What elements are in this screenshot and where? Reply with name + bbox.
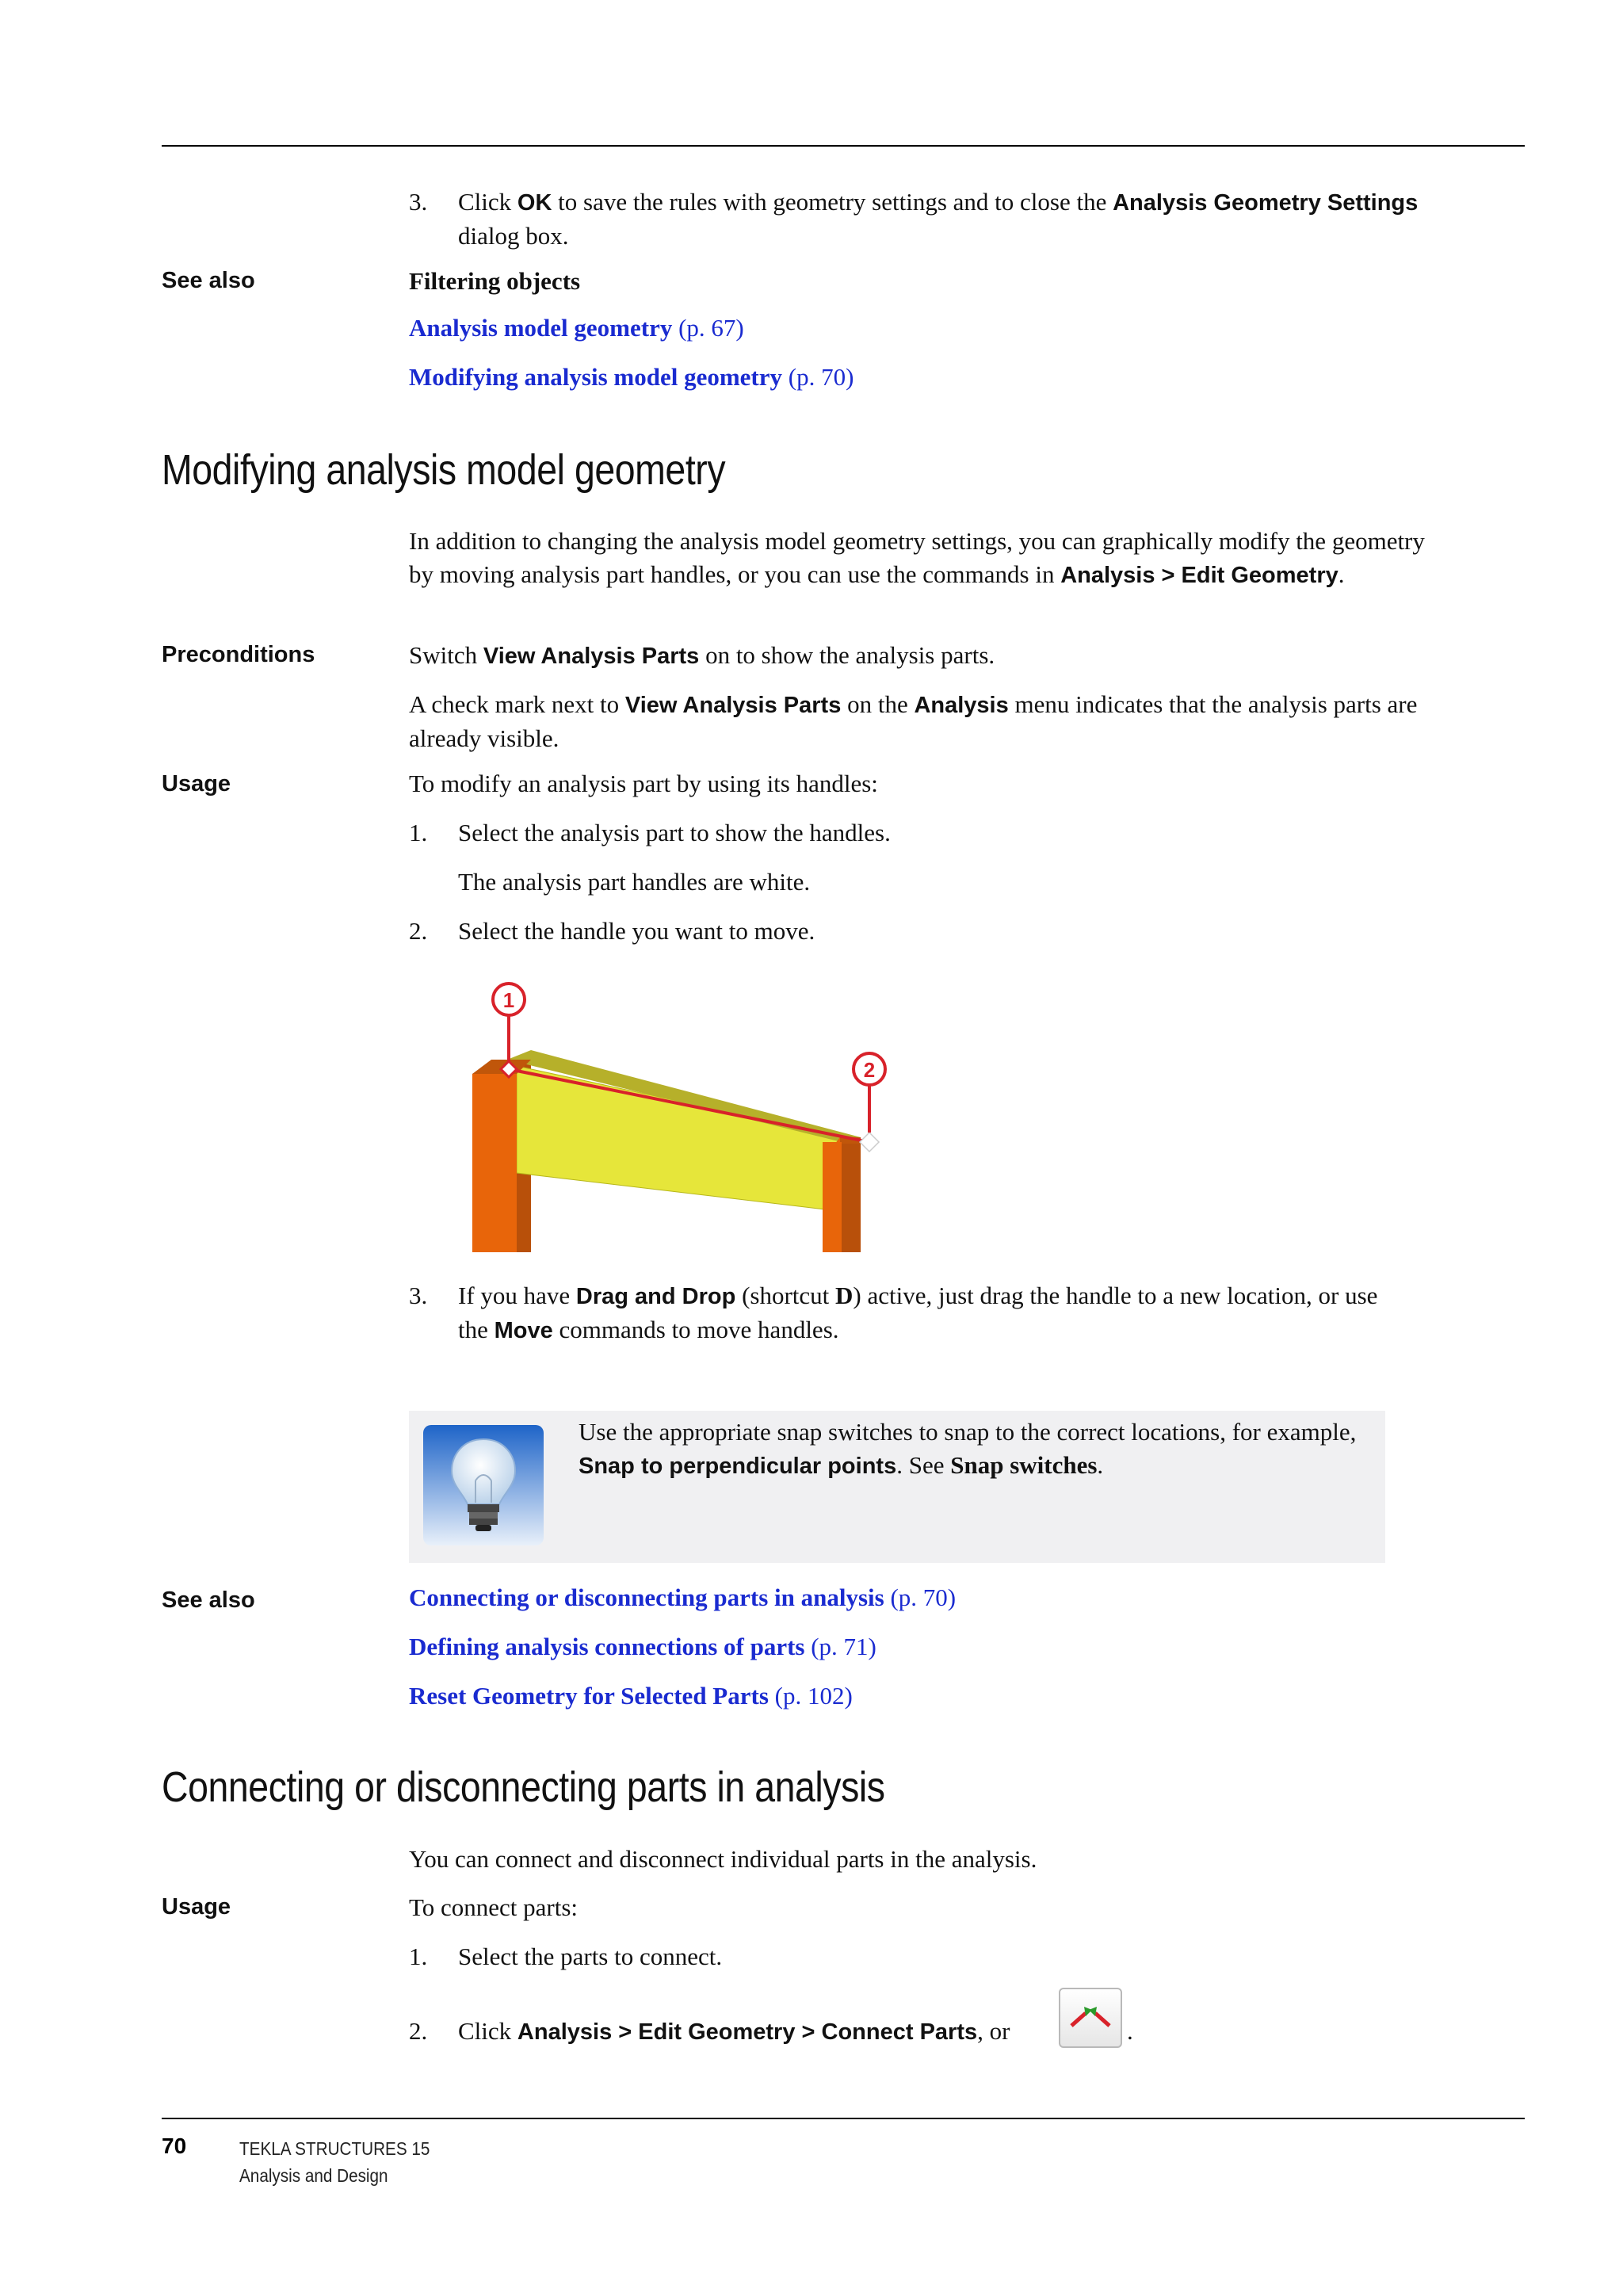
command-name: View Analysis Parts <box>483 644 700 669</box>
text: on the <box>841 690 915 718</box>
lightbulb-icon <box>423 1425 544 1545</box>
ok-label: OK <box>517 190 552 216</box>
link-title: Defining analysis connections of parts <box>409 1633 805 1660</box>
text: . <box>1097 1451 1104 1479</box>
section-heading-connecting: Connecting or disconnecting parts in analysis <box>162 1763 885 1811</box>
command-name: Snap to perpendicular points <box>579 1454 897 1479</box>
step-number: 3. <box>409 188 428 216</box>
see-also-filtering: Filtering objects <box>409 267 581 295</box>
step-text: Select the handle you want to move. <box>458 917 815 945</box>
link-title: Modifying analysis model geometry <box>409 363 782 391</box>
footer-product: TEKLA STRUCTURES 15 <box>239 2138 430 2159</box>
connect-parts-icon[interactable] <box>1059 1988 1122 2048</box>
text: to save the rules with geometry settings and to close the <box>552 188 1113 216</box>
section2-intro: You can connect and disconnect individual parts in the analysis. <box>409 1845 1037 1873</box>
text: , or <box>977 2017 1010 2045</box>
page-number: 70 <box>162 2134 187 2158</box>
precondition-1 <box>409 639 1439 673</box>
text: If you have <box>458 1282 576 1309</box>
link-reset-geometry[interactable] <box>409 1682 853 1710</box>
step-number: 2. <box>409 2017 428 2045</box>
analysis-part-illustration <box>460 971 919 1256</box>
tip-text <box>579 1415 1371 1483</box>
menu-name: Analysis <box>914 693 1009 718</box>
usage-label-2: Usage <box>162 1894 231 1920</box>
preconditions-label: Preconditions <box>162 642 315 667</box>
command-name: View Analysis Parts <box>624 693 842 718</box>
text: commands to move handles. <box>552 1316 839 1343</box>
link-connecting-disconnecting[interactable] <box>409 1584 956 1612</box>
tip-box <box>409 1411 1385 1563</box>
text: menu indicates that the analysis parts are already visible. <box>409 690 1418 752</box>
see-also-label-2: See also <box>162 1587 255 1613</box>
link-page: (p. 70) <box>788 363 854 391</box>
text: on to show the analysis parts. <box>699 641 995 669</box>
usage-intro-2: To connect parts: <box>409 1893 579 1921</box>
link-title: Connecting or disconnecting parts in analysis <box>409 1584 884 1611</box>
text: Click <box>458 188 517 216</box>
text: A check mark next to <box>409 690 625 718</box>
step-1-note: The analysis part handles are white. <box>458 868 811 896</box>
callout-1-label: 1 <box>502 988 515 1012</box>
header-rule <box>162 145 1525 147</box>
section1-intro <box>409 525 1439 592</box>
text: dialog box. <box>458 222 569 250</box>
precondition-2 <box>409 688 1439 755</box>
menu-path: Analysis > Edit Geometry <box>1060 563 1338 588</box>
section-heading-modifying: Modifying analysis model geometry <box>162 446 726 494</box>
text: . <box>1338 560 1345 588</box>
usage-label: Usage <box>162 771 231 797</box>
command-name: Drag and Drop <box>575 1284 736 1309</box>
menu-path: Analysis > Edit Geometry > Connect Parts <box>517 2019 978 2045</box>
command-name: Move <box>494 1318 553 1343</box>
link-defining-analysis-connections[interactable] <box>409 1633 876 1661</box>
text: Switch <box>409 641 483 669</box>
dialog-name: Analysis Geometry Settings <box>1113 190 1419 216</box>
step-number: 1. <box>409 819 428 846</box>
step-number: 3. <box>409 1282 428 1309</box>
step-text: Select the analysis part to show the handles. <box>458 819 891 846</box>
link-title: Reset Geometry for Selected Parts <box>409 1682 769 1710</box>
link-page: (p. 102) <box>774 1682 853 1710</box>
callout-2-label: 2 <box>863 1058 876 1082</box>
step-2-period: . <box>1127 2017 1133 2045</box>
text: Use the appropriate snap switches to snap to the correct locations, for example, <box>579 1418 1357 1446</box>
step-number: 1. <box>409 1943 428 1970</box>
connect-parts-glyph <box>1060 1989 1121 2046</box>
text: (shortcut <box>735 1282 836 1309</box>
step-text: Select the parts to connect. <box>458 1943 723 1970</box>
reference: Snap switches <box>950 1451 1098 1479</box>
see-also-label: See also <box>162 268 255 293</box>
usage-intro: To modify an analysis part by using its handles: <box>409 770 878 797</box>
text: ) active, just drag the handle to a new location, or use the <box>458 1282 1378 1343</box>
link-page: (p. 67) <box>678 314 744 342</box>
text: . See <box>896 1451 951 1479</box>
link-page: (p. 71) <box>811 1633 876 1660</box>
step-number: 2. <box>409 917 428 945</box>
text: In addition to changing the analysis model geometry settings, you can graphically modify the geometry by moving analysis part handles, or you can use the commands in <box>409 527 1425 588</box>
shortcut-key: D <box>835 1282 854 1309</box>
link-modifying-analysis-model-geometry[interactable] <box>409 363 854 392</box>
link-title: Analysis model geometry <box>409 314 673 342</box>
footer-rule <box>162 2118 1525 2119</box>
text: Click <box>458 2017 517 2045</box>
link-page: (p. 70) <box>890 1584 957 1611</box>
footer-guide: Analysis and Design <box>239 2165 388 2186</box>
link-analysis-model-geometry[interactable] <box>409 314 744 342</box>
